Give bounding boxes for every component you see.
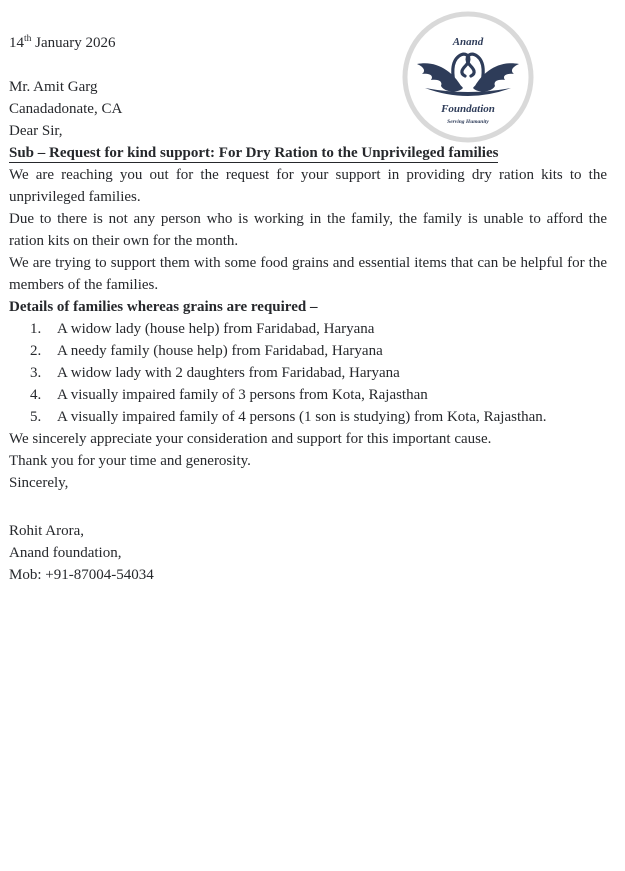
list-item-number: 5. bbox=[30, 409, 42, 425]
list-item-number: 2. bbox=[30, 343, 42, 359]
signature-block bbox=[9, 520, 607, 586]
signoff: Sincerely, bbox=[9, 475, 69, 491]
subject-line bbox=[9, 142, 607, 164]
list-item-number: 4. bbox=[30, 387, 42, 403]
signature-name: Rohit Arora, bbox=[9, 523, 84, 539]
list-heading: Details of families whereas grains are required – bbox=[9, 299, 318, 315]
closing-paragraph-2: Thank you for your time and generosity. bbox=[9, 453, 251, 469]
date-ordinal: th bbox=[24, 34, 32, 44]
families-list bbox=[9, 318, 607, 428]
logo-title: Anand bbox=[452, 36, 484, 48]
salutation: Dear Sir, bbox=[9, 123, 63, 139]
body-paragraph-1: We are reaching you out for the request for your support in providing dry ration kits to the unprivileged families. bbox=[9, 167, 607, 205]
date-month-year: January 2026 bbox=[31, 35, 116, 51]
date-day: 14 bbox=[9, 35, 24, 51]
subject-text: Sub – Request for kind support: For Dry Ration to the Unprivileged families bbox=[9, 145, 499, 161]
list-item-text: A visually impaired family of 4 persons (1 son is studying) from Kota, Rajasthan. bbox=[57, 409, 547, 425]
list-item-text: A widow lady with 2 daughters from Faridabad, Haryana bbox=[57, 365, 400, 381]
list-item-text: A widow lady (house help) from Faridabad, Haryana bbox=[57, 321, 375, 337]
list-item bbox=[30, 340, 607, 362]
list-item-text: A visually impaired family of 3 persons from Kota, Rajasthan bbox=[57, 387, 428, 403]
swan-logo-icon bbox=[401, 10, 535, 144]
body-paragraph-3: We are trying to support them with some food grains and essential items that can be helpful for the members of the families. bbox=[9, 255, 607, 293]
logo-subtitle: Foundation bbox=[441, 103, 495, 115]
body-paragraph-2: Due to there is not any person who is working in the family, the family is unable to afford the ration kits on their own for the month. bbox=[9, 211, 607, 249]
list-item bbox=[30, 384, 607, 406]
recipient-location: Canadadonate, CA bbox=[9, 101, 123, 117]
list-item-text: A needy family (house help) from Faridabad, Haryana bbox=[57, 343, 383, 359]
logo-tagline: Serving Humanity bbox=[447, 119, 489, 125]
signature-organization: Anand foundation, bbox=[9, 545, 122, 561]
recipient-name: Mr. Amit Garg bbox=[9, 79, 98, 95]
closing-paragraph-1: We sincerely appreciate your consideration and support for this important cause. bbox=[9, 431, 492, 447]
foundation-logo bbox=[401, 10, 535, 144]
list-item-number: 1. bbox=[30, 321, 42, 337]
signature-mobile: Mob: +91-87004-54034 bbox=[9, 567, 154, 583]
list-item bbox=[30, 362, 607, 384]
list-item bbox=[30, 318, 607, 340]
list-item-number: 3. bbox=[30, 365, 42, 381]
list-item bbox=[30, 406, 607, 428]
